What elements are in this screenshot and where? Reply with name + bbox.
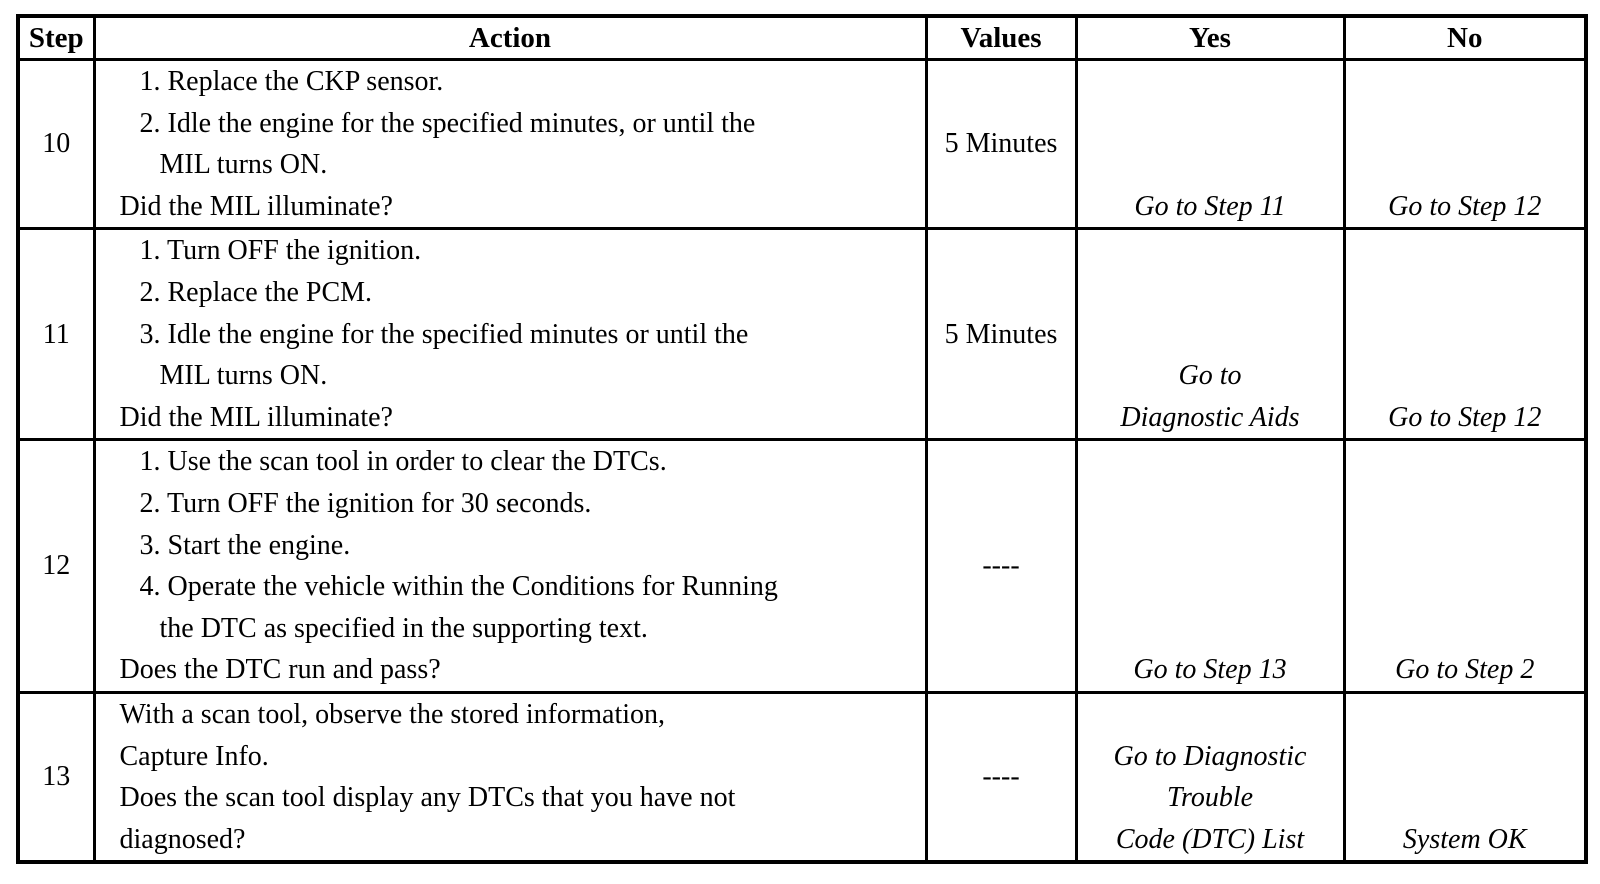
action-question: Did the MIL illuminate? <box>119 401 393 433</box>
no-outcome-text: System OK <box>1402 823 1527 855</box>
action-question: Does the DTC run and pass? <box>119 654 441 686</box>
table-body <box>18 60 1586 863</box>
action-line: 4. Operate the vehicle within the Conditions for Running <box>139 571 778 603</box>
table-header <box>18 16 1586 60</box>
no-outcome-text: Go to Step 2 <box>1395 654 1535 686</box>
yes-outcome-text: Trouble <box>1166 782 1254 814</box>
table-row <box>18 60 1586 229</box>
action-line: 2. Replace the PCM. <box>139 276 373 308</box>
action-cell <box>94 440 926 693</box>
action-line: MIL turns ON. <box>159 360 328 392</box>
action-question: Does the scan tool display any DTCs that you have not <box>119 782 736 814</box>
header-values: Values <box>926 16 1076 60</box>
no-outcome-text: Go to Step 12 <box>1388 190 1542 222</box>
header-no: No <box>1344 16 1586 60</box>
action-question: Capture Info. <box>119 740 269 772</box>
table-row <box>18 440 1586 693</box>
step-number-cell: 10 <box>18 60 94 229</box>
yes-outcome-text: Go to Step 11 <box>1134 190 1286 222</box>
values-cell: ---- <box>926 692 1076 862</box>
action-question: With a scan tool, observe the stored information, <box>119 698 666 730</box>
values-cell: 5 Minutes <box>926 229 1076 440</box>
action-line: 3. Start the engine. <box>139 529 351 561</box>
diagnostic-steps-table <box>16 14 1588 864</box>
action-line: 3. Idle the engine for the specified minutes or until the <box>139 318 749 350</box>
action-question: diagnosed? <box>119 823 246 855</box>
values-cell: 5 Minutes <box>926 60 1076 229</box>
yes-outcome-text: Diagnostic Aids <box>1120 401 1300 433</box>
table-row <box>18 229 1586 440</box>
action-line: 1. Replace the CKP sensor. <box>139 66 444 97</box>
yes-outcome-cell <box>1076 60 1344 229</box>
step-number-cell: 13 <box>18 692 94 862</box>
header-yes: Yes <box>1076 16 1344 60</box>
action-line: 2. Idle the engine for the specified minutes, or until the <box>139 107 756 139</box>
yes-outcome-text: Go to Diagnostic <box>1113 740 1307 772</box>
action-line: MIL turns ON. <box>159 149 328 181</box>
action-line: the DTC as specified in the supporting text. <box>159 612 648 644</box>
yes-outcome-text: Go to <box>1178 360 1242 392</box>
yes-outcome-cell <box>1076 692 1344 862</box>
yes-outcome-text: Code (DTC) List <box>1115 823 1305 855</box>
action-cell <box>94 60 926 229</box>
no-outcome-cell <box>1344 60 1586 229</box>
action-line: 1. Use the scan tool in order to clear the DTCs. <box>139 446 667 478</box>
action-question: Did the MIL illuminate? <box>119 190 393 222</box>
action-cell <box>94 229 926 440</box>
yes-outcome-text: Go to Step 13 <box>1133 654 1287 686</box>
header-step: Step <box>18 16 94 60</box>
no-outcome-cell <box>1344 692 1586 862</box>
step-number-cell: 11 <box>18 229 94 440</box>
table-row <box>18 692 1586 862</box>
no-outcome-text: Go to Step 12 <box>1388 401 1542 433</box>
action-line: 2. Turn OFF the ignition for 30 seconds. <box>139 487 592 519</box>
no-outcome-cell <box>1344 440 1586 693</box>
yes-outcome-cell <box>1076 229 1344 440</box>
action-line: 1. Turn OFF the ignition. <box>139 235 422 267</box>
action-cell <box>94 692 926 862</box>
yes-outcome-cell <box>1076 440 1344 693</box>
no-outcome-cell <box>1344 229 1586 440</box>
step-number-cell: 12 <box>18 440 94 693</box>
header-row <box>18 16 1586 60</box>
values-cell: ---- <box>926 440 1076 693</box>
header-action: Action <box>94 16 926 60</box>
